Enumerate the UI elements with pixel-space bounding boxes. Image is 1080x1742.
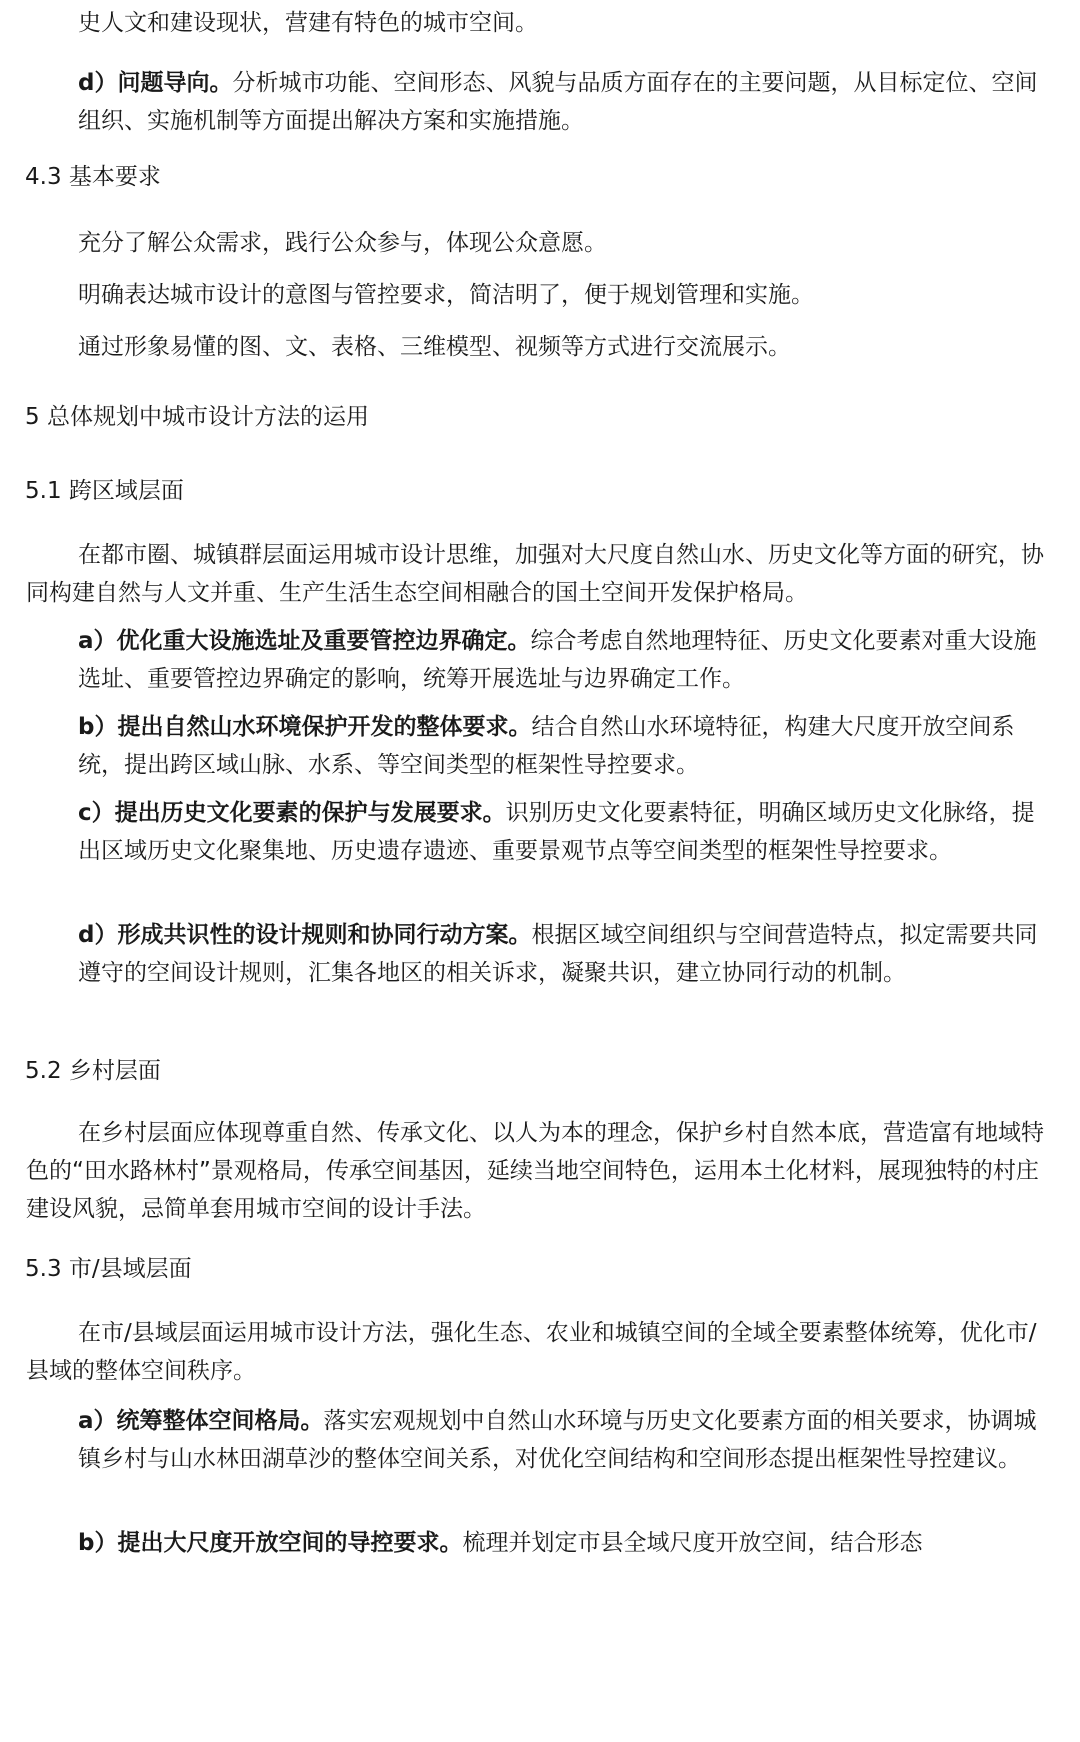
paragraph-continued: 史人文和建设现状，营建有特色的城市空间。 [78, 10, 538, 36]
item-lead: c）提出历史文化要素的保护与发展要求。 [78, 800, 506, 826]
item-lead: d）形成共识性的设计规则和协同行动方案。 [78, 922, 532, 948]
section-heading-4-3: 4.3 基本要求 [25, 164, 161, 190]
list-item-b-5-3: b）提出大尺度开放空间的导控要求。梳理并划定市县全域尺度开放空间，结合形态 [78, 1530, 923, 1556]
section-heading-5-1: 5.1 跨区域层面 [25, 478, 184, 504]
item-lead: b）提出大尺度开放空间的导控要求。 [78, 1530, 463, 1556]
list-item-a-5-3: a）统筹整体空间格局。落实宏观规划中自然山水环境与历史文化要素方面的相关要求，协调城镇乡村与山水林田湖草沙的整体空间关系，对优化空间结构和空间形态提出框架性导控建议。 [78, 1408, 1037, 1472]
item-lead: a）优化重大设施选址及重要管控边界确定。 [78, 628, 531, 654]
paragraph: 充分了解公众需求，践行公众参与，体现公众意愿。 [78, 230, 607, 256]
paragraph-intro-5-3: 在市/县域层面运用城市设计方法，强化生态、农业和城镇空间的全域全要素整体统筹，优化市/县域的整体空间秩序。 [26, 1320, 1037, 1384]
list-item-d: d）形成共识性的设计规则和协同行动方案。根据区域空间组织与空间营造特点，拟定需要共同遵守的空间设计规则，汇集各地区的相关诉求，凝聚共识，建立协同行动的机制。 [78, 922, 1038, 986]
section-heading-5-2: 5.2 乡村层面 [25, 1058, 161, 1084]
list-item-d-problem-oriented: d）问题导向。分析城市功能、空间形态、风貌与品质方面存在的主要问题，从目标定位、空间组织、实施机制等方面提出解决方案和实施措施。 [78, 70, 1038, 134]
paragraph: 明确表达城市设计的意图与管控要求，简洁明了，便于规划管理和实施。 [78, 282, 814, 308]
section-heading-5-3: 5.3 市/县域层面 [25, 1256, 192, 1282]
paragraph-intro-5-1: 在都市圈、城镇群层面运用城市设计思维，加强对大尺度自然山水、历史文化等方面的研究，协同构建自然与人文并重、生产生活生态空间相融合的国土空间开发保护格局。 [26, 542, 1044, 606]
paragraph-intro-5-2: 在乡村层面应体现尊重自然、传承文化、以人为本的理念，保护乡村自然本底，营造富有地域特色的“田水路林村”景观格局，传承空间基因，延续当地空间特色，运用本土化材料，展现独特的村庄建设风貌，忌简单套用城市空间的设计手法。 [26, 1120, 1044, 1222]
list-item-b: b）提出自然山水环境保护开发的整体要求。结合自然山水环境特征，构建大尺度开放空间系统，提出跨区域山脉、水系、等空间类型的框架性导控要求。 [78, 714, 1015, 778]
list-item-c: c）提出历史文化要素的保护与发展要求。识别历史文化要素特征，明确区域历史文化脉络，提出区域历史文化聚集地、历史遗存遗迹、重要景观节点等空间类型的框架性导控要求。 [78, 800, 1035, 864]
list-item-a: a）优化重大设施选址及重要管控边界确定。综合考虑自然地理特征、历史文化要素对重大设施选址、重要管控边界确定的影响，统筹开展选址与边界确定工作。 [78, 628, 1037, 692]
item-lead: d）问题导向。 [78, 70, 233, 96]
paragraph: 通过形象易懂的图、文、表格、三维模型、视频等方式进行交流展示。 [78, 334, 791, 360]
item-lead: b）提出自然山水环境保护开发的整体要求。 [78, 714, 532, 740]
section-heading-5: 5 总体规划中城市设计方法的运用 [25, 404, 369, 430]
item-lead: a）统筹整体空间格局。 [78, 1408, 324, 1434]
